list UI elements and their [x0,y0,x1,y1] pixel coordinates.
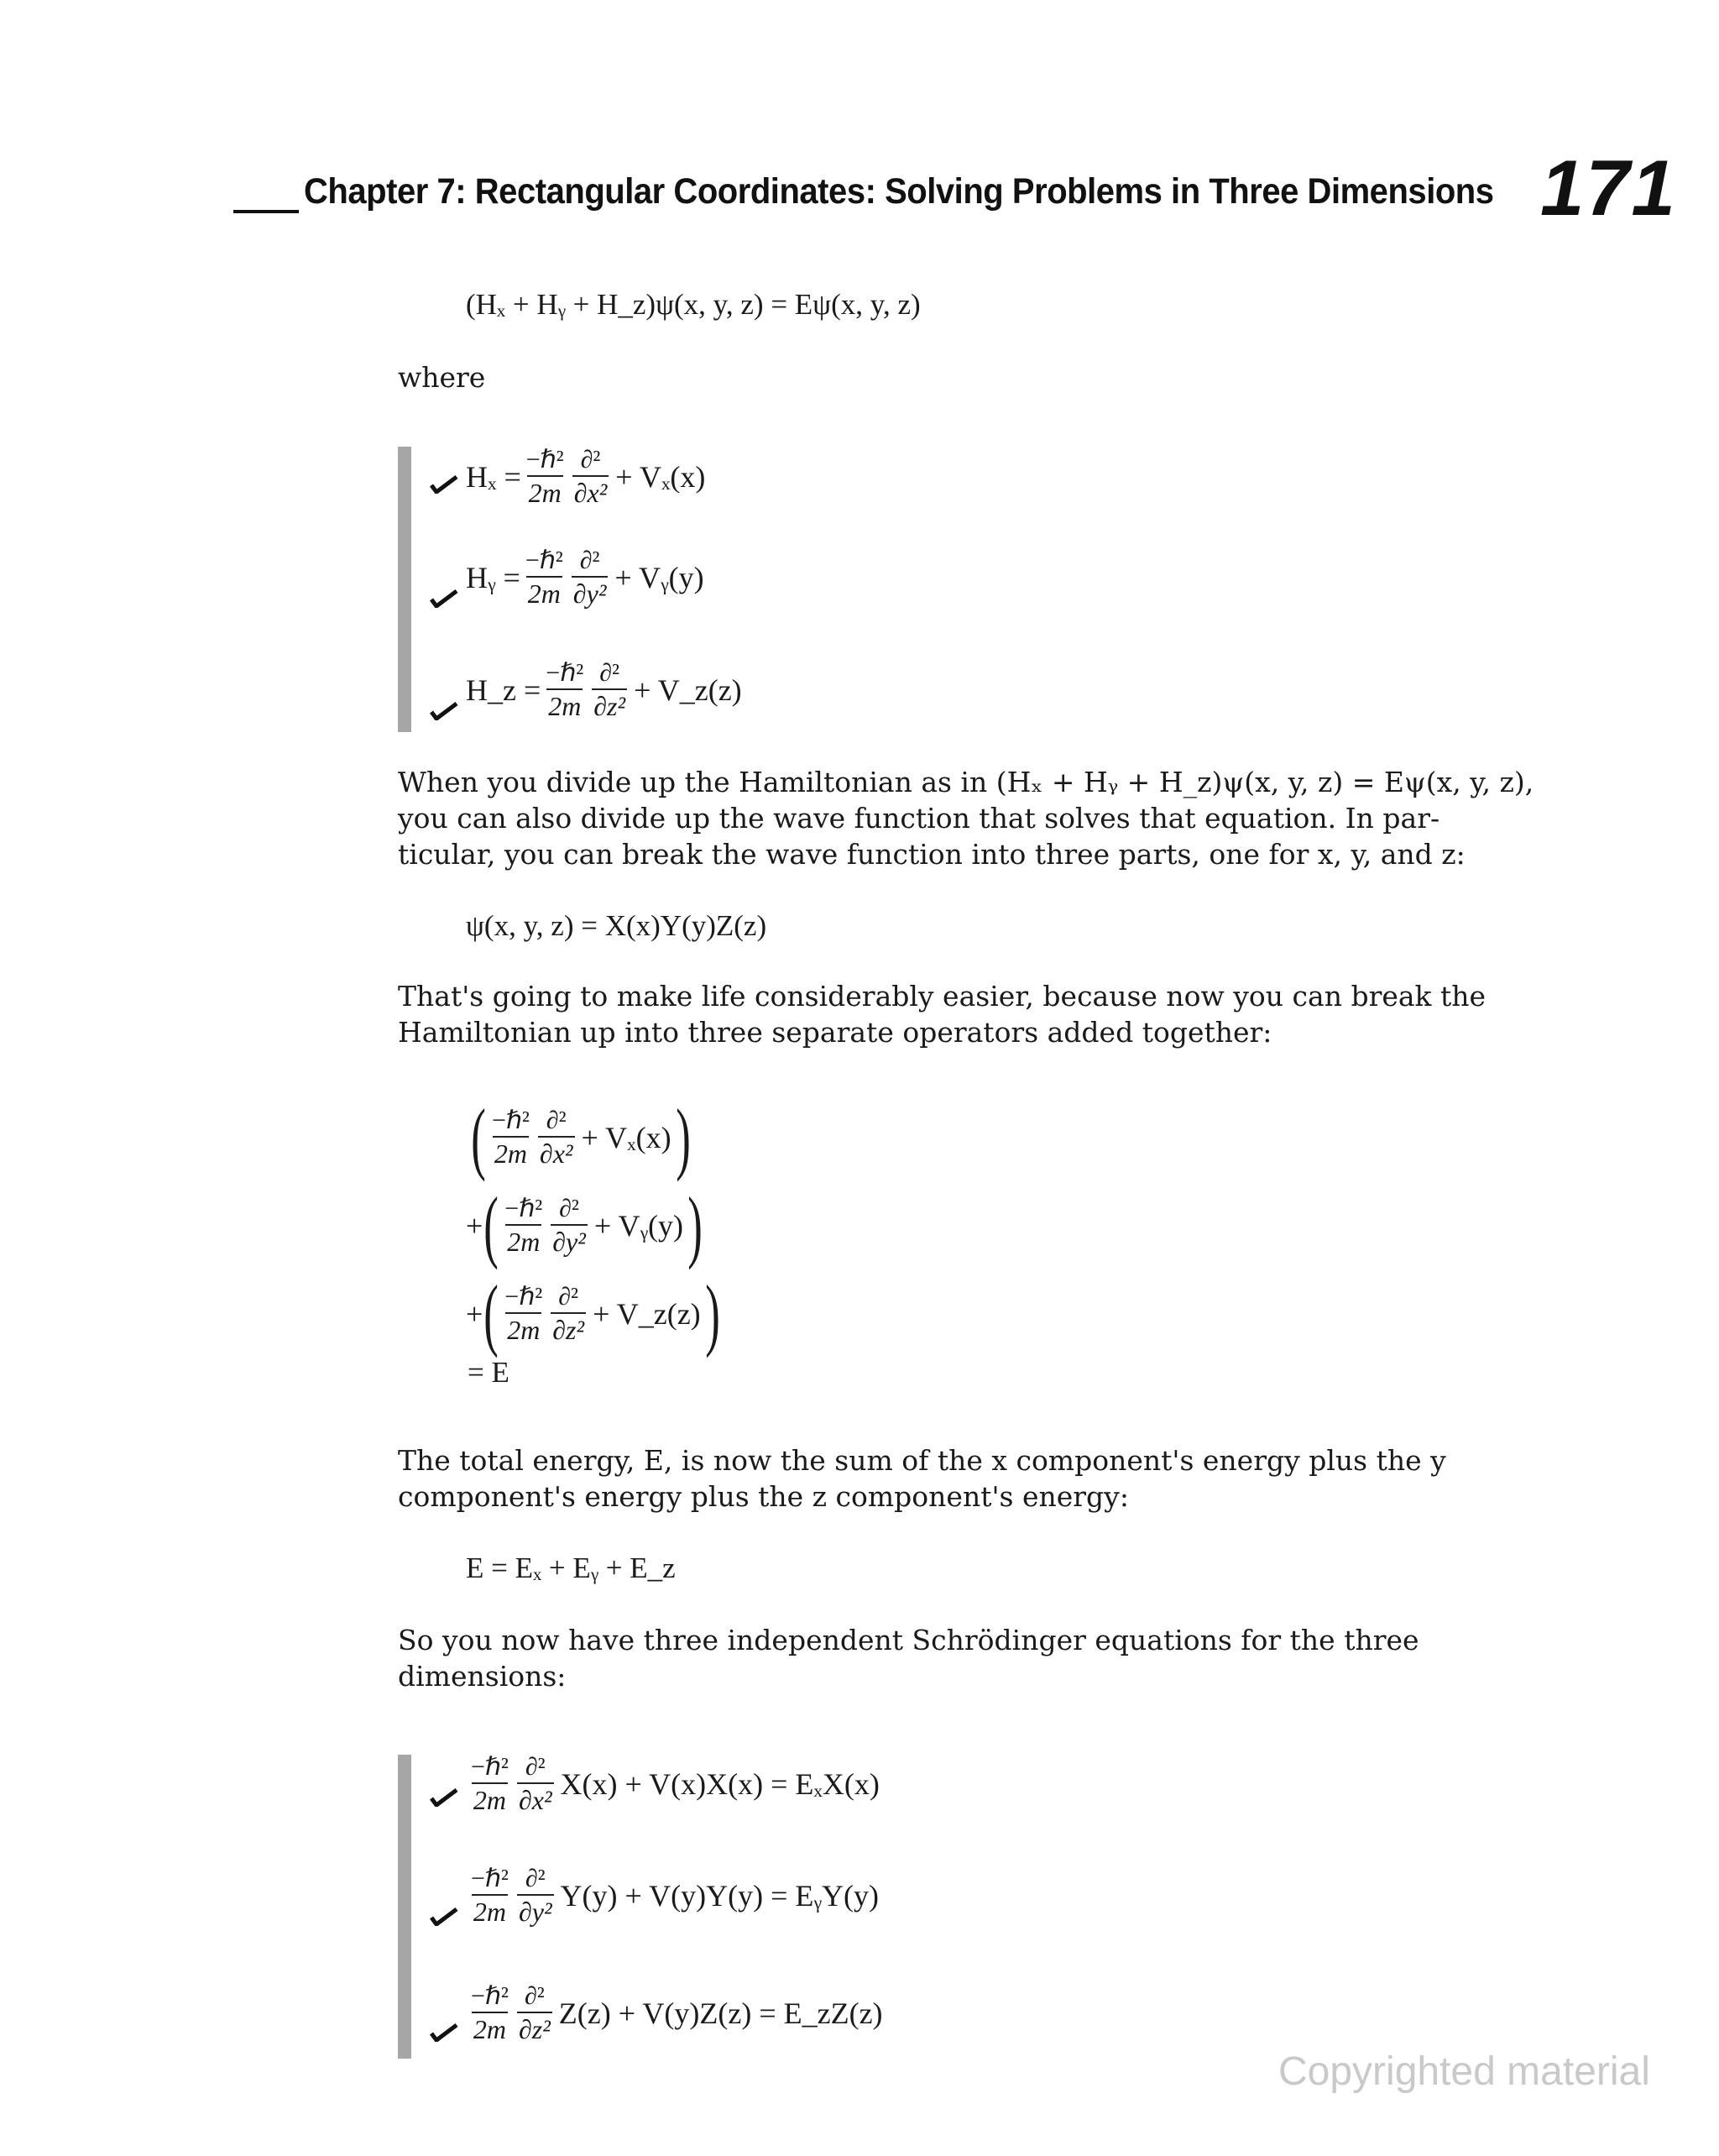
schrodinger-z: $\frac{\text{−ℏ²}}{2m}$ $\frac{\text{∂²}}{\text{∂z²}}$ Z(z) + V(y)Z(z) = E_zZ(z) [471,1982,883,2044]
hamiltonian-x: Hₓ = $\frac{\text{−ℏ²}}{2m}$ $\frac{\text{∂²}}{\text{∂x²}}$ + Vₓ(x) [466,446,706,508]
operator-x: ( $\frac{\text{−ℏ²}}{2m}$ $\frac{\text{∂²}}{\text{∂x²}}$ + Vₓ(x) ) [471,1092,691,1182]
chapter-title: Chapter 7: Rectangular Coordinates: Solving Problems in Three Dimensions [304,171,1494,212]
check-icon [430,589,458,608]
paragraph-schrodinger: So you now have three independent Schrödinger equations for the three dimensions: [398,1624,1419,1693]
hamiltonian-z: H_z = $\frac{\text{−ℏ²}}{2m}$ $\frac{\text{∂²}}{\text{∂z²}}$ + V_z(z) [466,659,742,721]
check-icon [430,475,458,494]
wavefunction-separation: ψ(x, y, z) = X(x)Y(y)Z(z) [466,909,767,942]
check-icon [430,2023,458,2042]
copyright-watermark: Copyrighted material [1278,2049,1650,2094]
energy-sum-equation: E = Eₓ + Eᵧ + E_z [466,1552,676,1584]
header-rule [233,210,299,213]
hamiltonian-y: Hᵧ = $\frac{\text{−ℏ²}}{2m}$ $\frac{\text{∂²}}{\text{∂y²}}$ + Vᵧ(y) [466,547,704,609]
schrodinger-y: $\frac{\text{−ℏ²}}{2m}$ $\frac{\text{∂²}}{\text{∂y²}}$ Y(y) + V(y)Y(y) = EᵧY(y) [471,1865,879,1927]
list-bar-2 [398,1755,411,2059]
where-label: where [398,361,486,394]
check-icon [430,1907,458,1926]
list-bar-1 [398,447,411,732]
check-icon [430,702,458,720]
paragraph-operators: That's going to make life considerably easier, because now you can break the Hamiltonian up into three separate operators added together: [398,980,1486,1049]
schrodinger-x: $\frac{\text{−ℏ²}}{2m}$ $\frac{\text{∂²}}{\text{∂x²}}$ X(x) + V(x)X(x) = EₓX(x) [471,1753,880,1815]
check-icon [430,1788,458,1807]
paragraph-total-energy: The total energy, E, is now the sum of the x component's energy plus the y component's energy plus the z component's energy: [398,1444,1446,1513]
equals-energy: = E [468,1356,509,1389]
paragraph-divide-hamiltonian: When you divide up the Hamiltonian as in (Hₓ + Hᵧ + H_z)ψ(x, y, z) = Eψ(x, y, z), you can also divide up the wave function that solves that equation. In par- ticular, you can break the wave function into three parts, one for x, y, and z: [398,766,1534,871]
operator-y: + ( $\frac{\text{−ℏ²}}{2m}$ $\frac{\text{∂²}}{\text{∂y²}}$ + Vᵧ(y) ) [466,1180,703,1270]
page-number: 171 [1540,144,1677,232]
hamiltonian-equation: (Hₓ + Hᵧ + H_z)ψ(x, y, z) = Eψ(x, y, z) [466,288,921,321]
operator-z: + ( $\frac{\text{−ℏ²}}{2m}$ $\frac{\text{∂²}}{\text{∂z²}}$ + V_z(z) ) [466,1269,720,1358]
